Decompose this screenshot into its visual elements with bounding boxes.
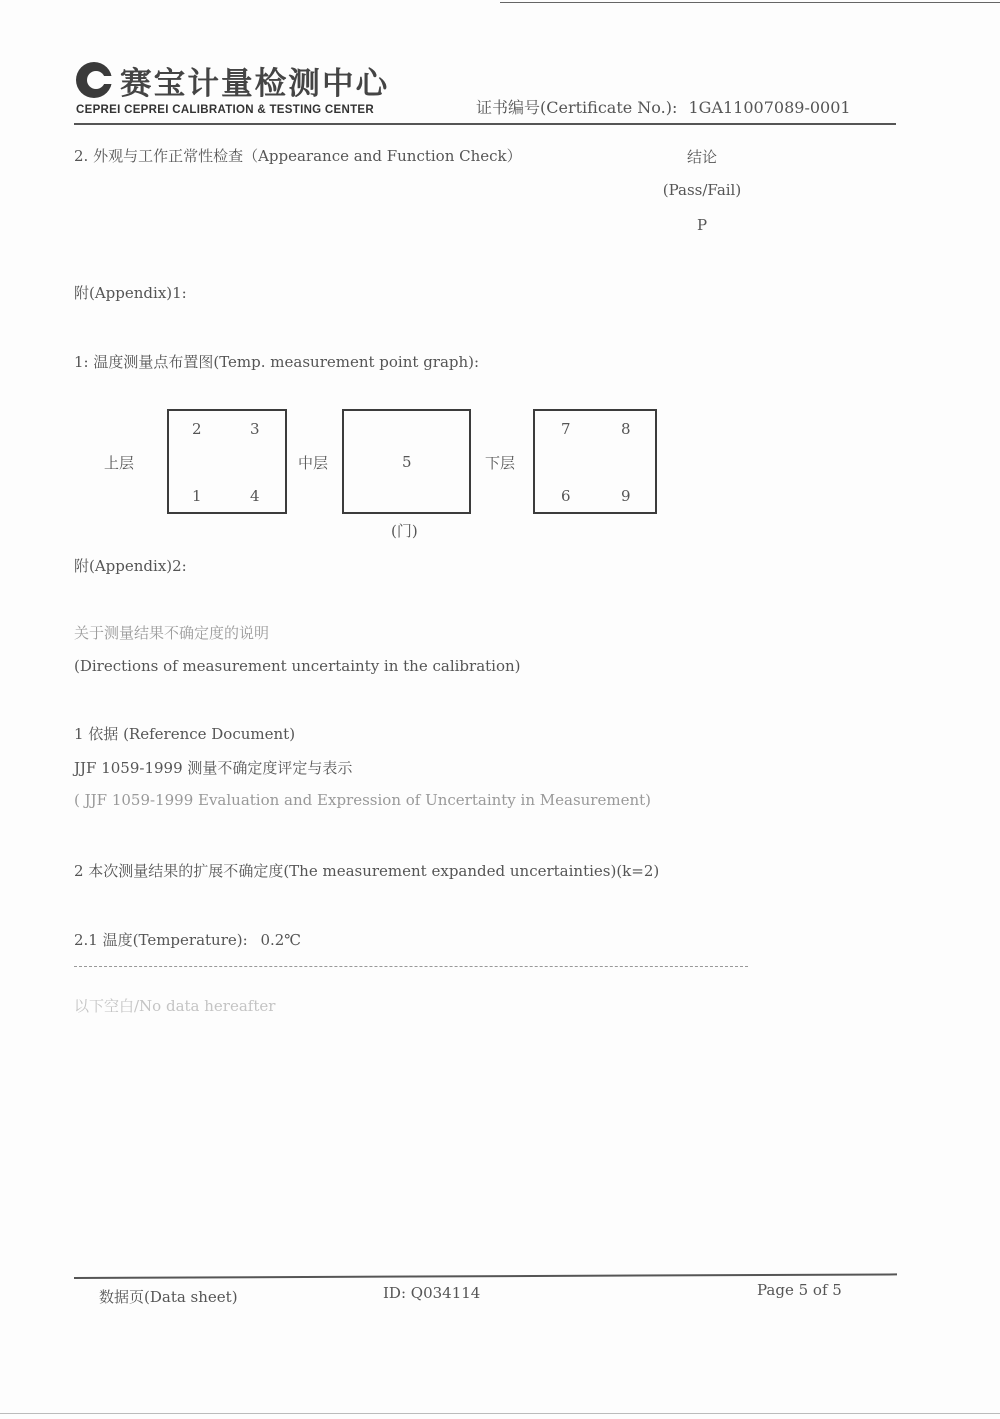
result-label-en: (Pass/Fail): [662, 181, 742, 199]
point-3: 3: [250, 420, 260, 438]
result-value: P: [696, 216, 708, 234]
point-4: 4: [250, 487, 260, 505]
footer-divider: [74, 1273, 897, 1279]
expanded-uncertainty-heading: 2 本次测量结果的扩展不确定度(The measurement expanded uncertainties)(k=2): [74, 862, 660, 880]
point-9: 9: [621, 487, 631, 505]
door-label: (门): [391, 522, 418, 540]
no-data-note: 以下空白/No data hereafter: [74, 997, 276, 1015]
logo-chinese-name: 赛宝计量检测中心: [120, 66, 390, 102]
reference-doc-en: ( JJF 1059-1999 Evaluation and Expression of Uncertainty in Measurement): [74, 791, 651, 809]
point-2: 2: [192, 420, 202, 438]
footer-id: ID: Q034114: [383, 1284, 481, 1302]
lower-layer-box: [533, 409, 657, 514]
point-6: 6: [561, 487, 571, 505]
temp-graph-title: 1: 温度测量点布置图(Temp. measurement point graph):: [74, 353, 480, 371]
uncertainty-title-en: (Directions of measurement uncertainty in the calibration): [74, 657, 521, 675]
temperature-value: 0.2℃: [260, 931, 302, 949]
certificate-value: 1GA11007089-0001: [688, 98, 851, 117]
header-divider: [74, 123, 896, 125]
upper-layer-box: [167, 409, 287, 514]
temperature-label: 2.1 温度(Temperature):: [74, 931, 248, 949]
middle-layer-box: [342, 409, 471, 514]
middle-layer-label: 中层: [298, 454, 329, 472]
point-7: 7: [561, 420, 571, 438]
footer-page-number: Page 5 of 5: [757, 1281, 842, 1299]
logo-english-name: CEPREI CEPREI CALIBRATION & TESTING CENTER: [76, 104, 374, 116]
lower-layer-label: 下层: [485, 454, 516, 472]
footer-data-sheet: 数据页(Data sheet): [99, 1288, 238, 1306]
point-5: 5: [402, 453, 412, 471]
bottom-edge-rule: [0, 1413, 1000, 1414]
ceprei-logo: [72, 60, 417, 122]
certificate-label: 证书编号(Certificate No.):: [476, 98, 678, 117]
upper-layer-label: 上层: [104, 454, 135, 472]
top-edge-rule: [500, 2, 1000, 3]
certificate-number: [476, 95, 851, 118]
section-appearance-title: 2. 外观与工作正常性检查（Appearance and Function Check）: [74, 147, 522, 165]
reference-heading: 1 依据 (Reference Document): [74, 725, 296, 743]
reference-doc-cn: JJF 1059-1999 测量不确定度评定与表示: [74, 759, 353, 777]
temperature-uncertainty: [74, 929, 301, 950]
point-1: 1: [192, 487, 202, 505]
appendix2-heading: 附(Appendix)2:: [74, 557, 187, 575]
end-dashed-rule: [74, 966, 748, 967]
uncertainty-title-cn: 关于测量结果不确定度的说明: [74, 624, 270, 642]
point-8: 8: [621, 420, 631, 438]
appendix1-heading: 附(Appendix)1:: [74, 284, 187, 302]
logo-mark-icon: [76, 62, 112, 98]
result-label-cn: 结论: [686, 148, 717, 166]
